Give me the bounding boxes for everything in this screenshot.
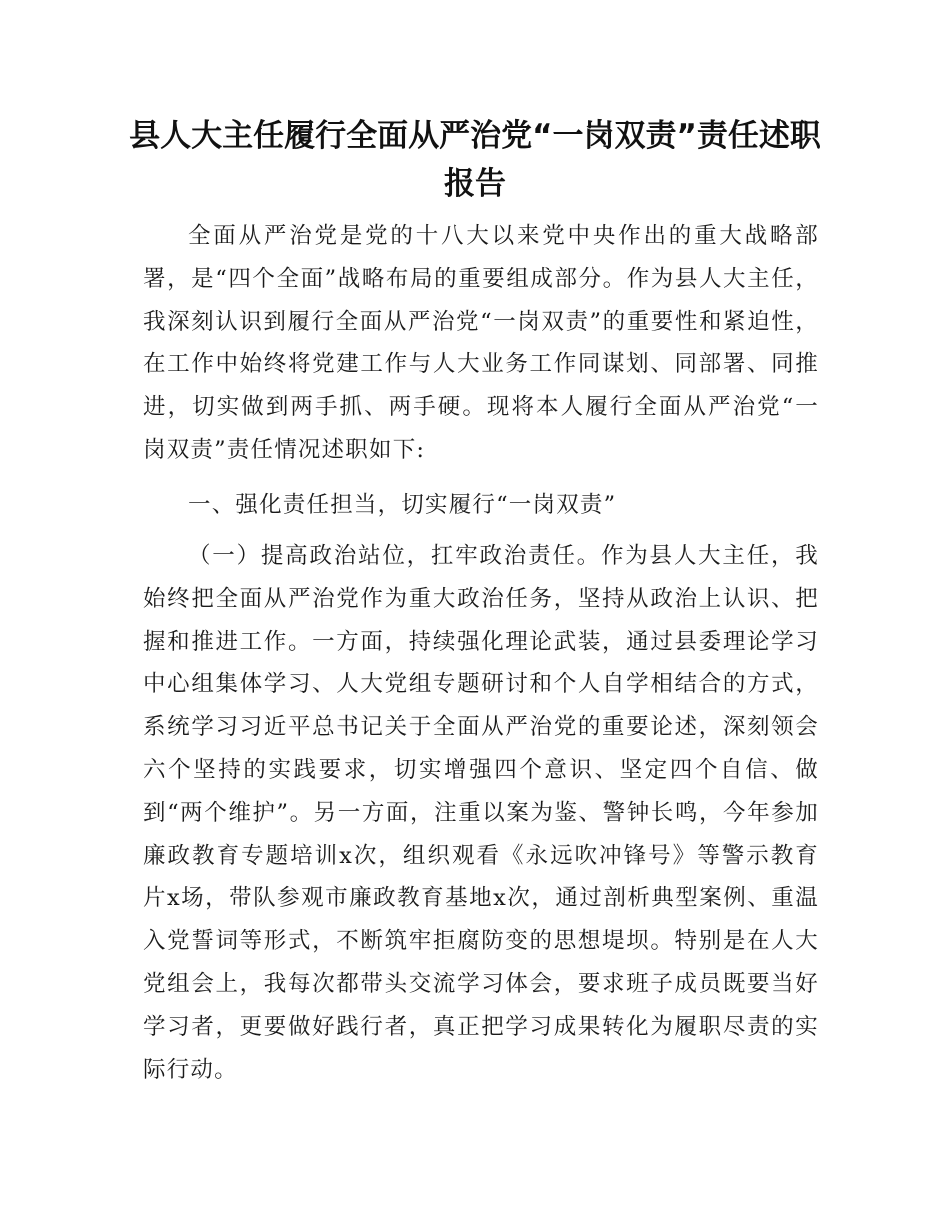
- section-item-paragraph: （一）提高政治站位，扛牢政治责任。作为县人大主任，我始终把全面从严治党作为重大政治任务，坚持从政治上认识、把握和推进工作。一方面，持续强化理论武装，通过县委理论学习中心组集体学习、人大党组专题研讨和个人自学相结合的方式，系统学习习近平总书记关于全面从严治党的重要论述，深刻领会六个坚持的实践要求，切实增强四个意识、坚定四个自信、做到“两个维护”。另一方面，注重以案为鉴、警钟长鸣，今年参加廉政教育专题培训x次，组织观看《永远吹冲锋号》等警示教育片x场，带队参观市廉政教育基地x次，通过剖析典型案例、重温入党誓词等形式，不断筑牢拒腐防变的思想堤坝。特别是在人大党组会上，我每次都带头交流学习体会，要求班子成员既要当好学习者，更要做好践行者，真正把学习成果转化为履职尽责的实际行动。: [143, 543, 819, 1083]
- section-heading: 一、强化责任担当，切实履行“一岗双责”: [188, 492, 617, 518]
- intro-paragraph: 全面从严治党是党的十八大以来党中央作出的重大战略部署，是“四个全面”战略布局的重要组成部分。作为县人大主任，我深刻认识到履行全面从严治党“一岗双责”的重要性和紧迫性，在工作中始终将党建工作与人大业务工作同谋划、同部署、同推进，切实做到两手抓、两手硬。现将本人履行全面从严治党“一岗双责”责任情况述职如下:: [143, 223, 819, 463]
- document-title: 县人大主任履行全面从严治党“一岗双责”责任述职报告: [129, 118, 821, 202]
